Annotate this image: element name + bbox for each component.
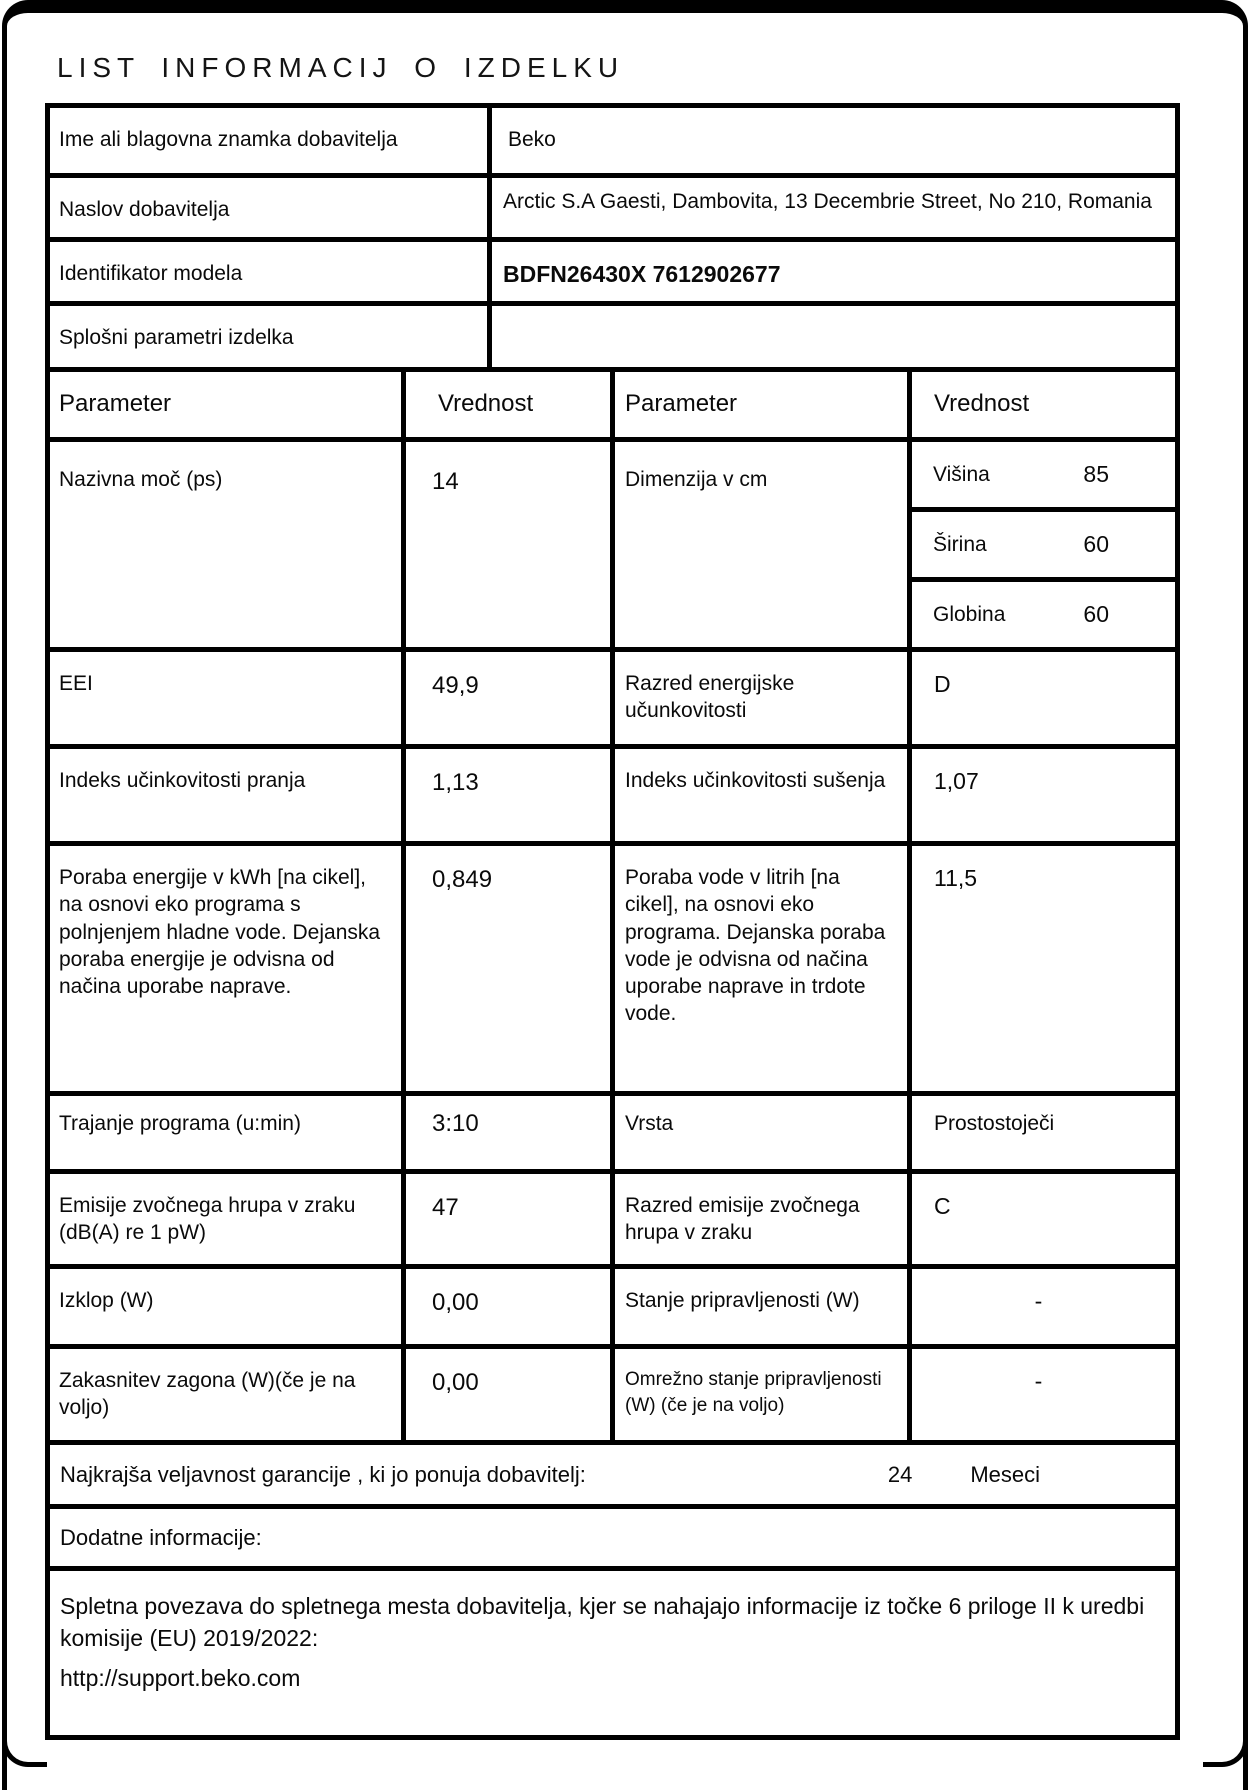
row-label: Ime ali blagovna znamka dobavitelja — [50, 108, 492, 173]
table-row-supplier-address — [50, 178, 1175, 242]
parameter-label: Indeks učinkovitosti pranja — [50, 749, 406, 841]
parameter-label: Zakasnitev zagona (W)(če je na voljo) — [50, 1349, 406, 1440]
row-value: Arctic S.A Gaesti, Dambovita, 13 Decembrie Street, No 210, Romania — [503, 190, 1152, 213]
parameter-value: 14 — [406, 442, 615, 647]
parameter-label: Razred energijske učunkovitosti — [615, 652, 912, 744]
table-row-eei-energy-class — [50, 652, 1175, 749]
column-header: Vrednost — [934, 390, 1030, 417]
table-row-noise-emission — [50, 1174, 1175, 1269]
parameter-label: Stanje pripravljenosti (W) — [615, 1269, 912, 1344]
table-row-rated-capacity-dimensions — [50, 442, 1175, 652]
row-value: Beko — [508, 128, 556, 151]
weblink-cell — [50, 1571, 1175, 1735]
additional-info-label: Dodatne informacije: — [60, 1524, 262, 1550]
parameter-label: Vrsta — [615, 1096, 912, 1169]
dimension-value: 60 — [1083, 601, 1109, 627]
row-value — [492, 306, 1175, 367]
parameter-label: Emisije zvočnega hrupa v zraku (dB(A) re 1 pW) — [50, 1174, 406, 1264]
row-label: Naslov dobavitelja — [50, 178, 492, 237]
dimension-name: Globina — [933, 602, 1006, 626]
scan-corner-mark — [2, 1728, 47, 1767]
dimension-value: 85 — [1083, 461, 1109, 487]
table-row-general-parameters — [50, 306, 1175, 372]
parameter-label: Razred emisije zvočnega hrupa v zraku — [615, 1174, 912, 1264]
parameter-label: Indeks učinkovitosti sušenja — [615, 749, 912, 841]
parameter-value: 3:10 — [406, 1096, 615, 1169]
parameter-label: Trajanje programa (u:min) — [50, 1096, 406, 1169]
weblink-url: http://support.beko.com — [60, 1665, 301, 1692]
parameter-value: D — [934, 671, 951, 697]
parameter-value: 11,5 — [934, 865, 978, 891]
dimension-row-depth — [912, 582, 1175, 647]
parameter-value: Prostostoječi — [934, 1112, 1055, 1135]
warranty-value: 24 — [887, 1461, 913, 1487]
column-header: Parameter — [50, 372, 406, 437]
row-label: Identifikator modela — [50, 242, 492, 301]
parameter-value: C — [934, 1193, 951, 1219]
column-header: Parameter — [615, 372, 912, 437]
table-row-model-identifier — [50, 242, 1175, 306]
parameter-label: Poraba vode v litrih [na cikel], na osnovi eko programa. Dejanska poraba vode je odvisna od načina uporabe naprave in trdote vode. — [615, 846, 912, 1091]
parameter-label: Omrežno stanje pripravljenosti (W) (če je na voljo) — [615, 1349, 912, 1440]
parameter-label: EEI — [50, 652, 406, 744]
table-row-weblink — [50, 1571, 1175, 1735]
product-fiche-table — [45, 103, 1180, 1740]
weblink-text: Spletna povezava do spletnega mesta dobavitelja, kjer se nahajajo informacije iz točke 6 priloge II k uredbi komisije (EU) 2019/2022: — [60, 1593, 1145, 1651]
parameter-label: Poraba energije v kWh [na cikel], na osnovi eko programa s polnjenjem hladne vode. Dejanska poraba energije je odvisna od načina uporabe naprave. — [50, 846, 406, 1091]
table-row-supplier-brand — [50, 108, 1175, 178]
column-header: Vrednost — [406, 372, 615, 437]
dimension-subtable — [912, 442, 1175, 647]
warranty-label: Najkrajša veljavnost garancije , ki jo ponuja dobavitelj: — [60, 1461, 586, 1487]
parameter-value: 0,00 — [406, 1269, 615, 1344]
parameter-label: Dimenzija v cm — [615, 442, 912, 647]
scan-corner-mark — [1203, 1728, 1248, 1767]
dimension-row-height — [912, 442, 1175, 512]
table-row-delay-start-networked-standby — [50, 1349, 1175, 1445]
dimension-name: Višina — [933, 462, 990, 486]
page-title: LIST INFORMACIJ O IZDELKU — [57, 52, 625, 83]
parameter-label: Nazivna moč (ps) — [50, 442, 406, 647]
parameter-value: 0,00 — [406, 1349, 615, 1440]
parameter-label: Izklop (W) — [50, 1269, 406, 1344]
table-row-warranty — [50, 1445, 1175, 1509]
table-row-energy-water-consumption — [50, 846, 1175, 1096]
row-value: BDFN26430X 7612902677 — [503, 261, 781, 287]
parameter-value: - — [1034, 1288, 1043, 1314]
table-row-cleaning-drying-index — [50, 749, 1175, 846]
row-label: Splošni parametri izdelka — [50, 306, 492, 367]
parameter-value: 0,849 — [406, 846, 615, 1091]
dimension-value: 60 — [1083, 531, 1109, 557]
parameter-value: - — [1034, 1368, 1043, 1394]
parameter-value: 49,9 — [406, 652, 615, 744]
parameter-value: 1,07 — [934, 768, 979, 794]
table-row-off-standby — [50, 1269, 1175, 1349]
parameter-value: 47 — [406, 1174, 615, 1264]
table-row-additional-info — [50, 1509, 1175, 1571]
dimension-row-width — [912, 512, 1175, 582]
table-row-duration-type — [50, 1096, 1175, 1174]
dimension-name: Širina — [933, 532, 987, 556]
warranty-unit: Meseci — [970, 1461, 1040, 1487]
table-header-row — [50, 372, 1175, 442]
parameter-value: 1,13 — [406, 749, 615, 841]
